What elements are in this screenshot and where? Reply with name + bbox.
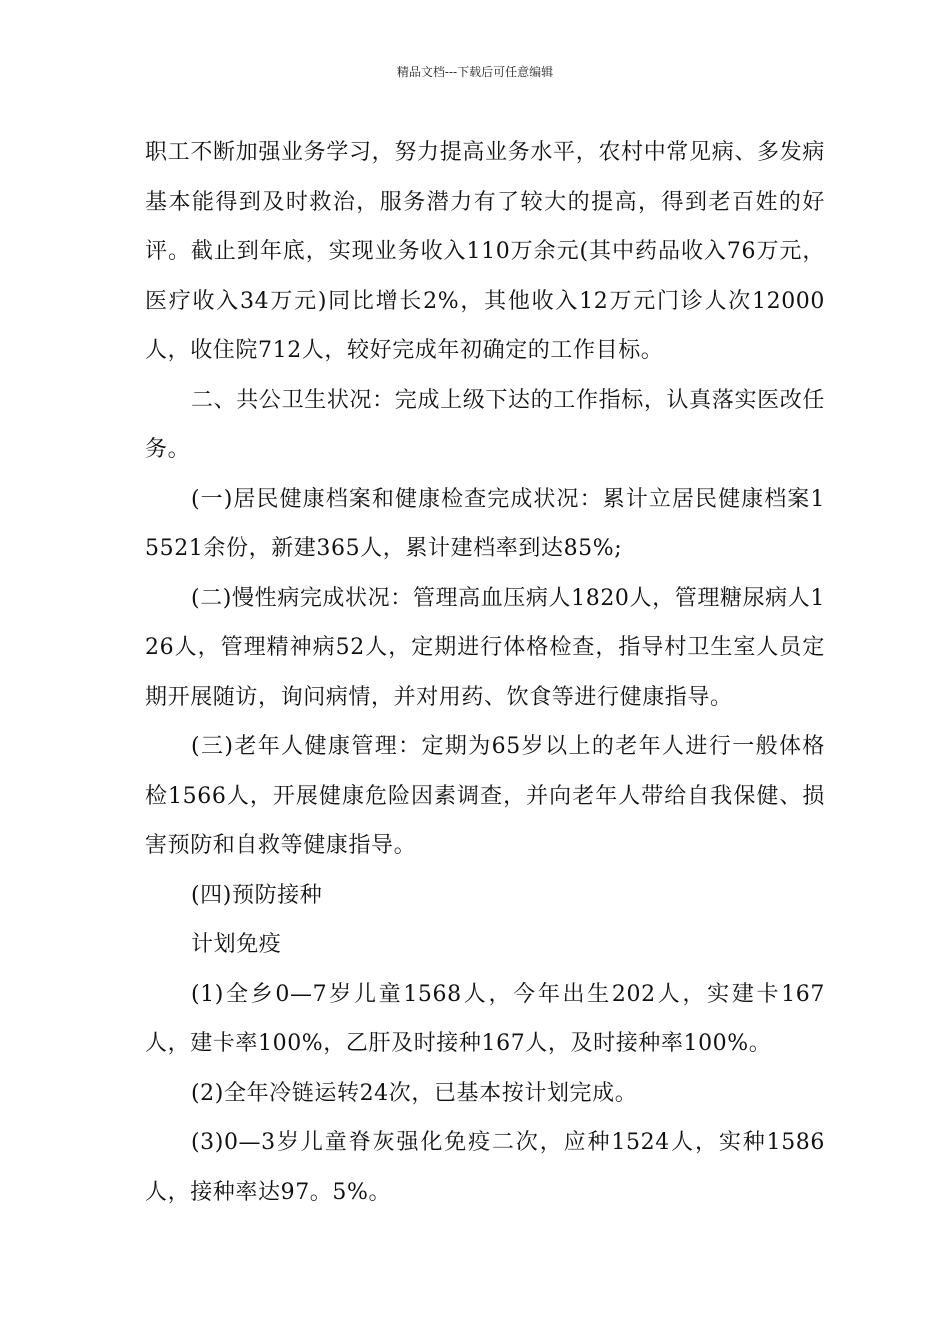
- page-header: 精品文档---下载后可任意编辑: [396, 65, 554, 79]
- document-body: [145, 128, 825, 1217]
- paragraph-item-2: (2)全年冷链运转24次，已基本按计划完成。: [191, 1080, 638, 1106]
- paragraph-item-3: (3)0—3岁儿童脊灰强化免疫二次，应种1524人，实种1586人，接种率达97。5%。: [145, 1130, 825, 1205]
- paragraph-vaccination-heading: (四)预防接种: [191, 882, 323, 908]
- paragraph-immunization-plan: 计划免疫: [191, 932, 282, 957]
- paragraph-item-1: (1)全乡0—7岁儿童1568人，今年出生202人，实建卡167人，建卡率100%，乙肝及时接种167人，及时接种率100%。: [145, 981, 825, 1056]
- paragraph-public-health: 二、共公卫生状况：完成上级下达的工作指标，认真落实医改任务。: [145, 387, 825, 462]
- paragraph-health-records: (一)居民健康档案和健康检查完成状况：累计立居民健康档案15521余份，新建365人，累计建档率到达85%;: [145, 486, 825, 561]
- paragraph-continued-summary: 职工不断加强业务学习，努力提高业务水平，农村中常见病、多发病基本能得到及时救治，服务潜力有了较大的提高，得到老百姓的好评。截止到年底，实现业务收入110万余元(其中药品收入76万元，医疗收入34万元)同比增长2%，其他收入12万元门诊人次12000人，收住院712人，较好完成年初确定的工作目标。: [145, 140, 825, 363]
- paragraph-chronic-disease: (二)慢性病完成状况：管理高血压病人1820人，管理糖尿病人126人，管理精神病52人，定期进行体格检查，指导村卫生室人员定期开展随访，询问病情，并对用药、饮食等进行健康指导。: [145, 585, 825, 710]
- paragraph-elderly-health: (三)老年人健康管理：定期为65岁以上的老年人进行一般体格检1566人，开展健康危险因素调查，并向老年人带给自我保健、损害预防和自救等健康指导。: [145, 734, 825, 858]
